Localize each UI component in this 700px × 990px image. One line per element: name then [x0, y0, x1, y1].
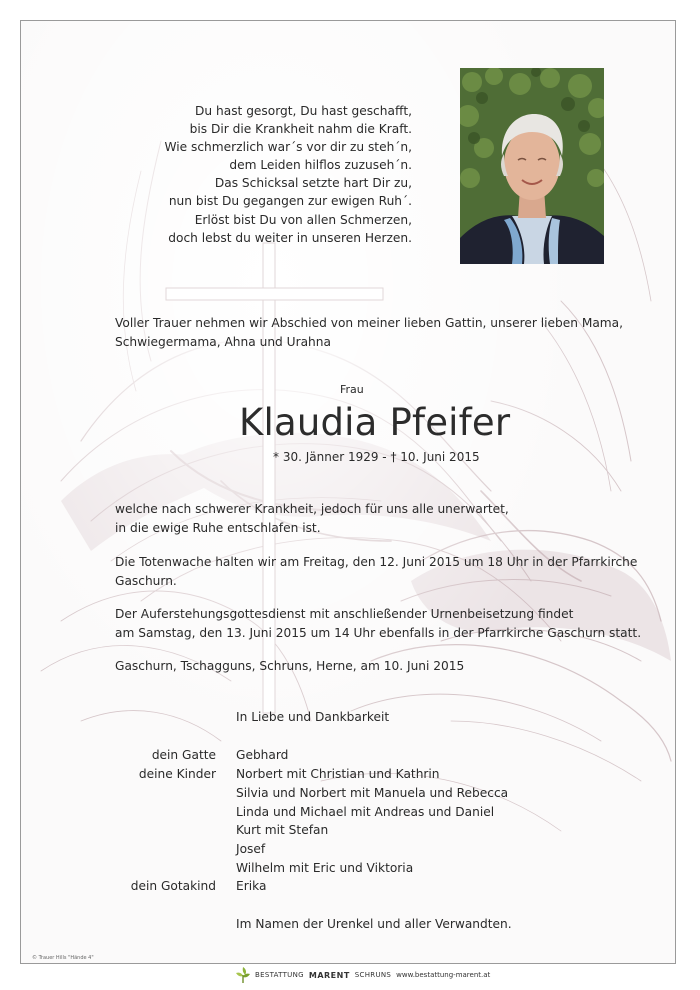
- mourner-name: Erika: [236, 879, 267, 893]
- mourner-name: Wilhelm mit Eric und Viktoria: [236, 861, 414, 875]
- footer-word: BESTATTUNG: [255, 971, 304, 979]
- paragraph-line: am Samstag, den 13. Juni 2015 um 14 Uhr ebenfalls in der Pfarrkirche Gaschurn statt.: [115, 625, 642, 640]
- passing-paragraph: [115, 500, 509, 537]
- image-credit: © Trauer Hills "Hände 4": [32, 955, 94, 961]
- life-dates: * 30. Jänner 1929 - † 10. Juni 2015: [273, 450, 480, 464]
- deceased-name: Klaudia Pfeifer: [239, 401, 511, 444]
- funeral-home-logo-icon: [236, 967, 250, 983]
- salutation: Frau: [340, 383, 364, 396]
- paragraph-line: Gaschurn, Tschagguns, Schruns, Herne, am 10. Juni 2015: [115, 659, 465, 673]
- relation-label-godchild: dein Gotakind: [130, 879, 216, 893]
- poem-line: Du hast gesorgt, Du hast geschafft,: [195, 104, 412, 118]
- mourner-name: Linda und Michael mit Andreas und Daniel: [236, 805, 495, 819]
- place-date-line: [115, 657, 464, 676]
- relation-label-children: deine Kinder: [138, 767, 216, 781]
- memorial-poem: [150, 102, 412, 247]
- portrait-photo: [460, 68, 604, 264]
- mourner-name: Silvia und Norbert mit Manuela und Rebecca: [236, 786, 509, 800]
- paragraph-line: welche nach schwerer Krankheit, jedoch für uns alle unerwartet,: [115, 502, 509, 516]
- poem-line: Das Schicksal setzte hart Dir zu,: [214, 176, 412, 191]
- footer-website-link[interactable]: www.bestattung-marent.at: [396, 971, 491, 979]
- wake-paragraph: [115, 553, 637, 590]
- closing-line: Im Namen der Urenkel und aller Verwandten.: [236, 917, 512, 931]
- paragraph-line: Die Totenwache halten wir am Freitag, den 12. Juni 2015 um 18 Uhr in der Pfarrkirche: [115, 555, 638, 569]
- intro-text: [115, 314, 623, 352]
- poem-line: Erlöst bist Du von allen Schmerzen,: [194, 212, 412, 227]
- funeral-home-footer: [236, 966, 490, 984]
- poem-line: bis Dir die Krankheit nahm die Kraft.: [189, 122, 412, 137]
- mourner-name: Norbert mit Christian und Kathrin: [236, 767, 440, 781]
- relation-label-husband: dein Gatte: [151, 748, 216, 762]
- mourner-name: Gebhard: [236, 748, 289, 762]
- service-paragraph: [115, 605, 641, 642]
- intro-line: Schwiegermama, Ahna und Urahna: [115, 335, 331, 349]
- mourner-name: Kurt mit Stefan: [236, 823, 329, 837]
- poem-line: dem Leiden hilflos zuzuseh´n.: [229, 158, 412, 173]
- poem-line: nun bist Du gegangen zur ewigen Ruh´.: [168, 194, 412, 209]
- paragraph-line: Der Auferstehungsgottesdienst mit anschließender Urnenbeisetzung findet: [115, 607, 574, 621]
- paragraph-line: Gaschurn.: [115, 573, 177, 588]
- paragraph-line: in die ewige Ruhe entschlafen ist.: [115, 520, 321, 535]
- footer-location: SCHRUNS: [354, 971, 392, 979]
- poem-line: Wie schmerzlich war´s vor dir zu steh´n,: [164, 140, 412, 155]
- mourners-heading: In Liebe und Dankbarkeit: [236, 710, 390, 724]
- poem-line: doch lebst du weiter in unseren Herzen.: [168, 230, 412, 245]
- intro-line: Voller Trauer nehmen wir Abschied von meiner lieben Gattin, unserer lieben Mama,: [115, 316, 624, 330]
- footer-brand-name: MARENT: [308, 970, 350, 980]
- mourner-name: Josef: [236, 842, 266, 856]
